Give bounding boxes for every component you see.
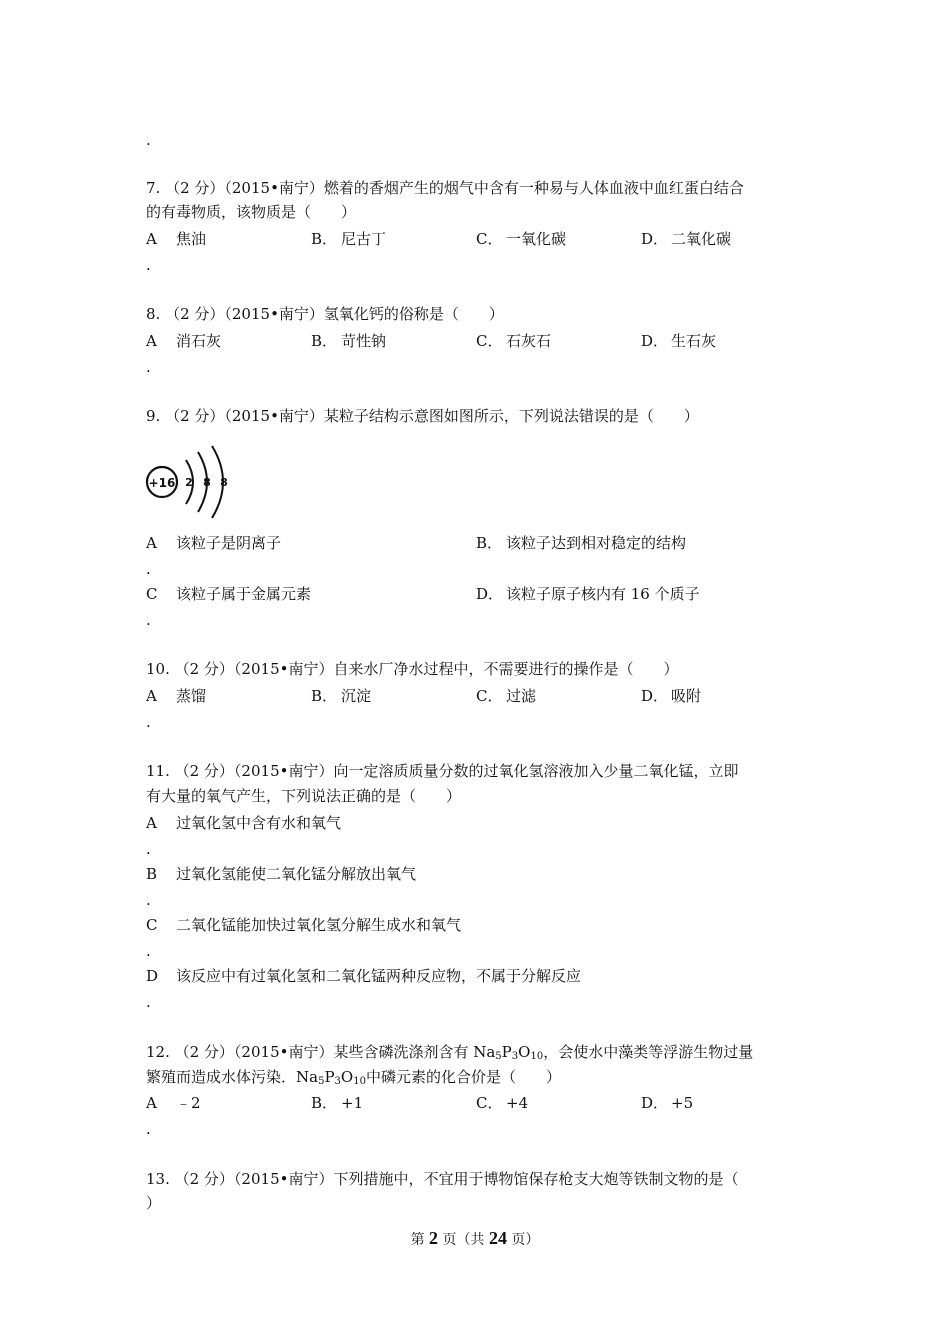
- q12-dot: .: [146, 1120, 151, 1138]
- question-10-line-1: 10. （2 分）（2015•南宁）自来水厂净水过程中，不需要进行的操作是（ ）: [146, 660, 679, 678]
- q11-dot-b: .: [146, 891, 151, 909]
- page-footer: 第 2 页（共 24 页）: [410, 1228, 540, 1248]
- nucleus-charge: +16: [148, 476, 176, 490]
- q8-option-d: D． 生石灰: [641, 332, 717, 350]
- q12-option-a: A ﹣2: [146, 1094, 201, 1112]
- q7-option-d: D． 二氧化碳: [641, 230, 732, 248]
- q9-option-d: D． 该粒子原子核内有 16 个质子: [476, 585, 700, 603]
- q7-option-b: B． 尼古丁: [311, 230, 387, 248]
- continuation-dot: .: [146, 131, 151, 149]
- question-12-line-1: 12. （2 分）（2015•南宁）某些含磷洗涤剂含有 $Na_5P_3O_{10}$，会使水中藻类等浮游生物过量: [146, 1043, 754, 1062]
- q9-option-a: A 该粒子是阴离子: [146, 534, 282, 552]
- q8-dot: .: [146, 358, 151, 376]
- q8-option-a: A 消石灰: [146, 332, 222, 350]
- q9-dot-2: .: [146, 611, 151, 629]
- q11-dot-c: .: [146, 942, 151, 960]
- shell-1-electrons: 2: [185, 476, 193, 489]
- q10-option-a: A 蒸馏: [146, 687, 207, 705]
- question-11-line-1: 11. （2 分）（2015•南宁）向一定溶质质量分数的过氧化氢溶液加入少量二氧化锰，立即: [146, 762, 739, 780]
- q11-option-c: C 二氧化锰能加快过氧化氢分解生成水和氧气: [146, 916, 462, 934]
- q11-option-d: D 该反应中有过氧化氢和二氧化锰两种反应物，不属于分解反应: [146, 967, 582, 985]
- q10-option-b: B． 沉淀: [311, 687, 372, 705]
- question-7-line-2: 的有毒物质，该物质是（ ）: [146, 203, 357, 221]
- question-12-line-2: 繁殖而造成水体污染．$Na_5P_3O_{10}$中磷元素的化合价是（ ）: [146, 1068, 561, 1087]
- q11-dot-a: .: [146, 840, 151, 858]
- q9-option-c: C 该粒子属于金属元素: [146, 585, 312, 603]
- atom-structure-diagram: [140, 442, 240, 522]
- q7-option-c: C． 一氧化碳: [476, 230, 567, 248]
- q7-dot: .: [146, 256, 151, 274]
- q12-option-c: C． +4: [476, 1094, 529, 1112]
- q11-dot-d: .: [146, 993, 151, 1011]
- question-7-line-1: 7. （2 分）（2015•南宁）燃着的香烟产生的烟气中含有一种易与人体血液中血红蛋白结合: [146, 179, 744, 197]
- question-8-line-1: 8. （2 分）（2015•南宁）氢氧化钙的俗称是（ ）: [146, 305, 504, 323]
- q8-option-b: B． 苛性钠: [311, 332, 387, 350]
- q11-option-b: B 过氧化氢能使二氧化锰分解放出氧气: [146, 865, 417, 883]
- question-13-line-1: 13. （2 分）（2015•南宁）下列措施中，不宜用于博物馆保存枪支大炮等铁制文物的是（: [146, 1170, 739, 1188]
- q11-option-a: A 过氧化氢中含有水和氧气: [146, 814, 342, 832]
- q10-option-c: C． 过滤: [476, 687, 537, 705]
- current-page-number: 2: [429, 1228, 439, 1248]
- q8-option-c: C． 石灰石: [476, 332, 552, 350]
- shell-2-electrons: 8: [203, 476, 211, 489]
- question-9-line-1: 9. （2 分）（2015•南宁）某粒子结构示意图如图所示，下列说法错误的是（ ）: [146, 407, 699, 425]
- q12-option-d: D． +5: [641, 1094, 694, 1112]
- q10-option-d: D． 吸附: [641, 687, 702, 705]
- q10-dot: .: [146, 713, 151, 731]
- shell-3-electrons: 8: [220, 476, 228, 489]
- q12-option-b: B． +1: [311, 1094, 364, 1112]
- q9-option-b: B． 该粒子达到相对稳定的结构: [476, 534, 687, 552]
- total-pages-number: 24: [488, 1228, 507, 1248]
- q7-option-a: A 焦油: [146, 230, 207, 248]
- question-13-line-2: ）: [146, 1194, 162, 1212]
- q9-dot-1: .: [146, 560, 151, 578]
- question-11-line-2: 有大量的氧气产生，下列说法正确的是（ ）: [146, 787, 462, 805]
